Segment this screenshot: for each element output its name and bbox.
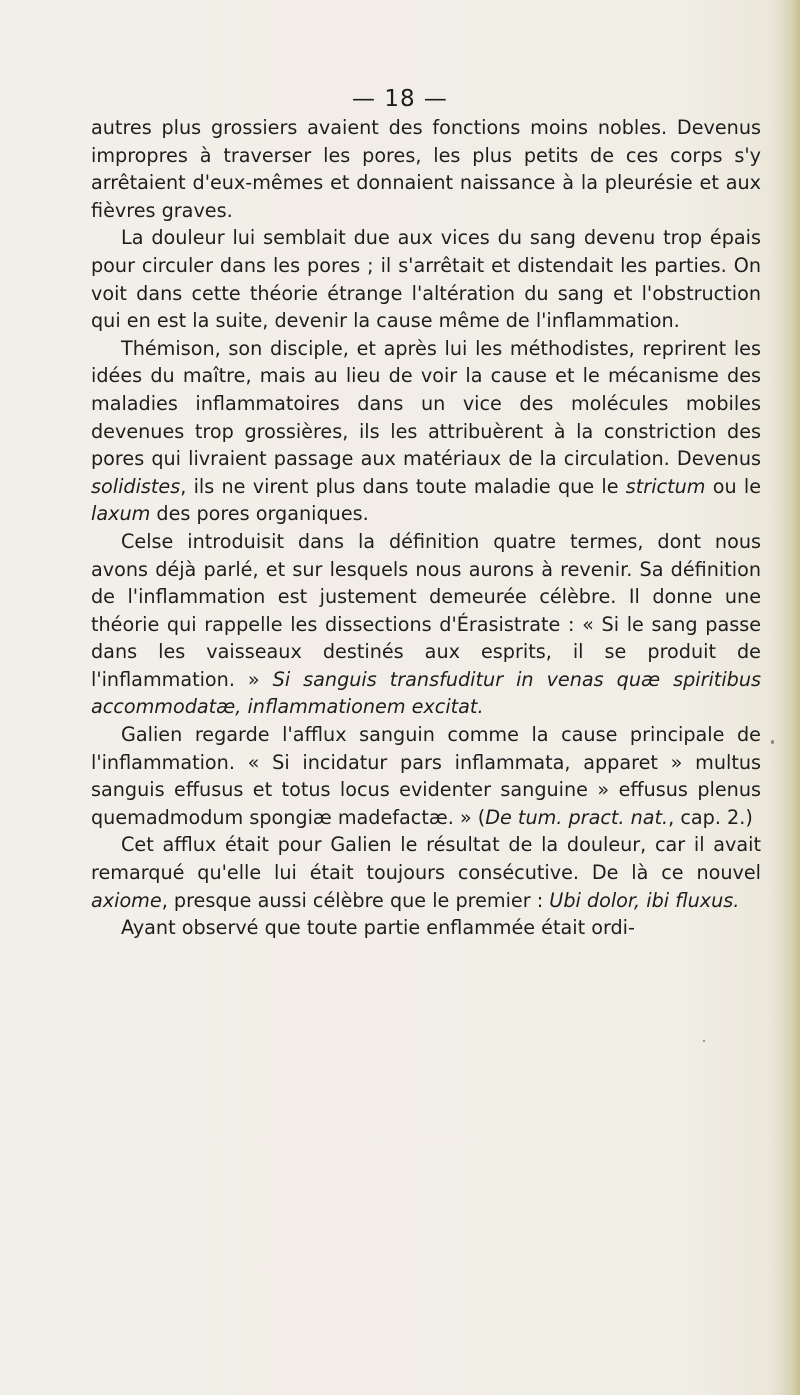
paragraph-1: autres plus grossiers avaient des fonctions moins nobles. Devenus impropres à traverser les pores, les plus petits de ces corps s'y arrêtaient d'eux-mêmes et donnaient naissance à la pleurésie et aux fièvres graves. xyxy=(91,116,761,222)
paper-speck xyxy=(703,1040,705,1042)
paragraph-3-italic-laxum: laxum xyxy=(91,502,151,526)
paragraph-4-text-1: Celse introduisit dans la définition quatre termes, dont nous avons déjà parlé, et sur lesquels nous aurons à revenir. Sa définition de l'inflammation est justement demeurée célèbre. Il donne une théorie qui rappelle les dissections d'Érasistrate : « Si le sang passe dans les vaisseaux destinés aux esprits, il se produit de l'inflammation. » xyxy=(91,529,761,691)
paragraph-3-text-2: , ils ne virent plus dans toute maladie que le xyxy=(180,474,626,498)
paragraph-2: La douleur lui semblait due aux vices du sang devenu trop épais pour circuler dans les pores ; il s'arrêtait et distendait les parties. On voit dans cette théorie étrange l'altération du sang et l'obstruction qui en est la suite, devenir la cause même de l'inflammation. xyxy=(91,226,761,333)
paragraph-3-italic-strictum: strictum xyxy=(625,474,706,498)
page-edge-shadow xyxy=(778,0,800,1395)
paragraph-3-italic-solidistes: solidistes xyxy=(91,474,181,498)
paper-speck xyxy=(771,740,774,744)
paragraph-3-text-3: ou le xyxy=(705,474,761,498)
paragraph-6-italic-axiome: axiome xyxy=(91,888,162,912)
paragraph-6 xyxy=(91,831,761,914)
paragraph-5-text-2: , cap. 2.) xyxy=(668,805,753,829)
paragraph-7: Ayant observé que toute partie enflammée était ordi- xyxy=(121,916,635,940)
paragraph-5-text-1: Galien regarde l'afflux sanguin comme la cause principale de l'inflammation. « Si incidatur pars inflammata, apparet » multus sanguis effusus et totus locus evidenter sanguine » effusus plenus quemadmodum spongiæ madefactæ. » ( xyxy=(91,723,761,829)
page-number-header: — 18 — xyxy=(352,86,448,112)
paragraph-6-italic-ubi-dolor: Ubi dolor, ibi fluxus. xyxy=(549,888,740,912)
paragraph-3 xyxy=(91,335,761,528)
paragraph-4-italic-latin-quote: Si sanguis transfuditur in venas quæ spiritibus accommodatæ, inflammationem excitat. xyxy=(91,667,761,719)
paragraph-3-text-4: des pores organiques. xyxy=(150,502,369,526)
body-text xyxy=(91,114,761,942)
paragraph-6-text-1: Cet afflux était pour Galien le résultat de la douleur, car il avait remarqué qu'elle lui était toujours consécutive. De là ce nouvel xyxy=(91,833,761,885)
paragraph-5 xyxy=(91,721,761,831)
paragraph-3-text-1: Thémison, son disciple, et après lui les méthodistes, reprirent les idées du maître, mais au lieu de voir la cause et le mécanisme des maladies inflammatoires dans un vice des molécules mobiles devenues trop grossières, ils les attribuèrent à la constriction des pores qui livraient passage aux matériaux de la circulation. Devenus xyxy=(91,336,761,471)
paragraph-4 xyxy=(91,528,761,721)
paragraph-6-text-2: , presque aussi célèbre que le premier : xyxy=(161,888,550,912)
paragraph-5-italic-citation: De tum. pract. nat. xyxy=(485,805,669,829)
